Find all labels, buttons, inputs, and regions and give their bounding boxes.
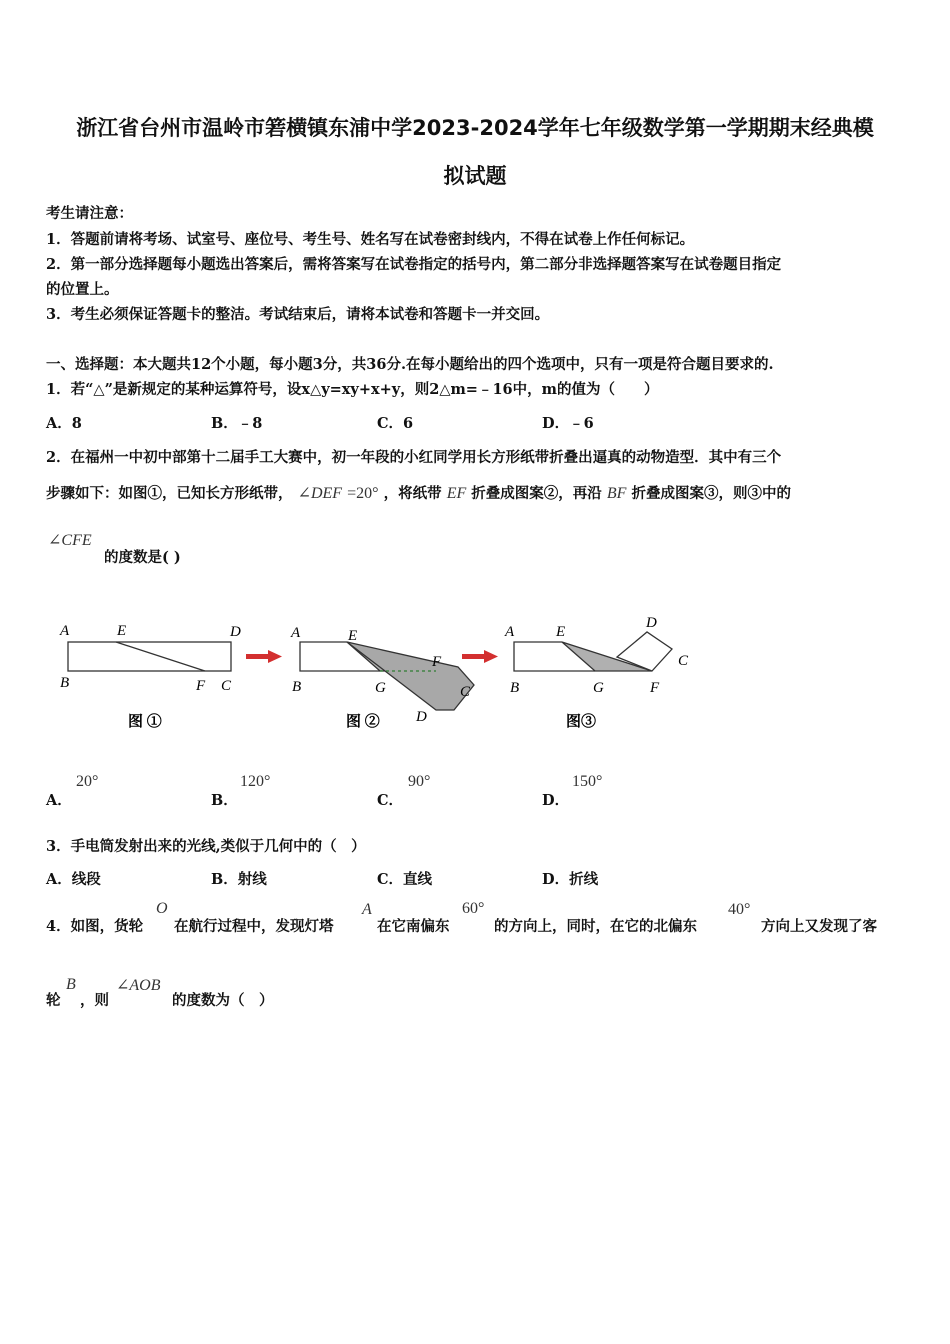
section-heading: 一、选择题：本大题共12个小题，每小题3分，共36分.在每小题给出的四个选项中，只有一项是符合题目要求的. (46, 356, 774, 373)
label-b: B (510, 680, 520, 696)
paper-strip-rect (68, 642, 231, 671)
caption-fig2: 图 ② (346, 714, 380, 730)
q2-option-a-letter: A． (46, 792, 72, 809)
q4-text-b: 在航行过程中，发现灯塔 (174, 918, 334, 935)
q3-option-d: D．折线 (542, 871, 599, 888)
label-g: G (375, 680, 386, 696)
q3-option-a: A．线段 (46, 871, 101, 888)
label-d: D (646, 615, 657, 631)
q4-text-a: 4．如图，货轮 (46, 918, 144, 935)
label-b: B (60, 675, 70, 691)
notice-item-2: 2．第一部分选择题每小题选出答案后，需将答案写在试卷指定的括号内，第二部分非选择题答案写在试卷题目指定 (46, 256, 782, 273)
angle-40: 40° (728, 901, 751, 918)
q2-text-a: 步骤如下：如图①，已知长方形纸带， (46, 485, 293, 502)
folded-flap (347, 642, 474, 710)
caption-fig1: 图 ① (128, 714, 162, 730)
label-c: C (221, 678, 232, 694)
q1-option-b: B．﹣8 (211, 415, 263, 432)
q4-text-e: 方向上又发现了客 (761, 918, 877, 935)
point-a: A (362, 901, 372, 918)
figure-2 (290, 625, 474, 730)
angle-def: ∠DEF (297, 485, 343, 502)
label-e: E (348, 628, 358, 644)
notice-heading: 考生请注意： (46, 205, 133, 222)
caption-fig3: 图③ (566, 714, 597, 730)
page-title-line2: 拟试题 (443, 164, 507, 188)
label-b: B (292, 679, 302, 695)
folding-figure (50, 610, 710, 735)
segment-bf: BF (606, 485, 627, 502)
arrow-right-icon (246, 650, 282, 663)
angle-def-value: =20° (347, 485, 379, 502)
label-e: E (117, 623, 127, 639)
q2-line3: 的度数是( ) (104, 549, 181, 566)
point-o: O (156, 900, 168, 917)
label-a: A (291, 625, 301, 641)
q2-text-c: 折叠成图案②，再沿 (471, 485, 602, 502)
label-c: C (678, 653, 689, 669)
q4-text-d: 的方向上，同时，在它的北偏东 (494, 918, 697, 935)
q2-option-d-value: 150° (572, 773, 603, 790)
page-title-line1: 浙江省台州市温岭市箬横镇东浦中学2023-2024学年七年级数学第一学期期末经典模 (76, 116, 874, 140)
fold-line-ef (116, 642, 205, 671)
notice-item-3: 3．考生必须保证答题卡的整洁。考试结束后，请将本试卷和答题卡一并交回。 (46, 306, 550, 323)
q3-option-c: C．直线 (377, 871, 433, 888)
q2-line1: 2．在福州一中初中部第十二届手工大赛中，初一年段的小红同学用长方形纸带折叠出逼真的动物造型．其中有三个 (46, 449, 782, 466)
segment-ef: EF (446, 485, 467, 502)
q4-text-h: 的度数为（ ） (172, 992, 274, 1009)
notice-item-2-cont: 的位置上。 (46, 281, 119, 298)
notice-item-1: 1．答题前请将考场、试室号、座位号、考生号、姓名写在试卷密封线内，不得在试卷上作任何标记。 (46, 231, 695, 248)
q2-option-c-value: 90° (408, 773, 431, 790)
label-a: A (505, 624, 515, 640)
figure-1 (59, 623, 241, 730)
label-d: D (416, 709, 427, 725)
label-d: D (230, 624, 241, 640)
q3-option-b: B．射线 (211, 871, 267, 888)
q2-option-b-value: 120° (240, 773, 271, 790)
point-b: B (66, 976, 76, 993)
q3-stem: 3．手电筒发射出来的光线,类似于几何中的（ ） (46, 838, 366, 855)
q2-option-b-letter: B． (211, 792, 238, 809)
q2-option-a-value: 20° (76, 773, 99, 790)
angle-cfe: ∠CFE (48, 532, 92, 549)
q2-line2 (46, 482, 791, 503)
q1-stem: 1．若“△”是新规定的某种运算符号，设x△y=xy+x+y，则2△m=﹣16中，m的值为（ ） (46, 381, 659, 398)
figure-3 (504, 615, 689, 730)
label-e: E (556, 624, 566, 640)
q2-option-d-letter: D． (542, 792, 570, 809)
q1-option-d: D．﹣6 (542, 415, 594, 432)
label-f: F (196, 678, 206, 694)
q2-text-b: ，将纸带 (383, 485, 442, 502)
angle-60: 60° (462, 900, 485, 917)
q1-option-c: C．6 (377, 415, 414, 432)
angle-aob: ∠AOB (116, 977, 161, 994)
q2-option-c-letter: C． (377, 792, 404, 809)
q4-text-f: 轮 (46, 992, 61, 1009)
q4-text-c: 在它南偏东 (377, 918, 450, 935)
q2-text-d: 折叠成图案③，则③中的 (631, 485, 791, 502)
q4-text-g: ，则 (80, 992, 109, 1009)
q1-option-a: A．8 (46, 415, 82, 432)
arrow-right-icon (462, 650, 498, 663)
label-f: F (432, 654, 442, 670)
label-a: A (60, 623, 70, 639)
label-c: C (460, 684, 471, 700)
label-f: F (650, 680, 660, 696)
label-g: G (593, 680, 604, 696)
